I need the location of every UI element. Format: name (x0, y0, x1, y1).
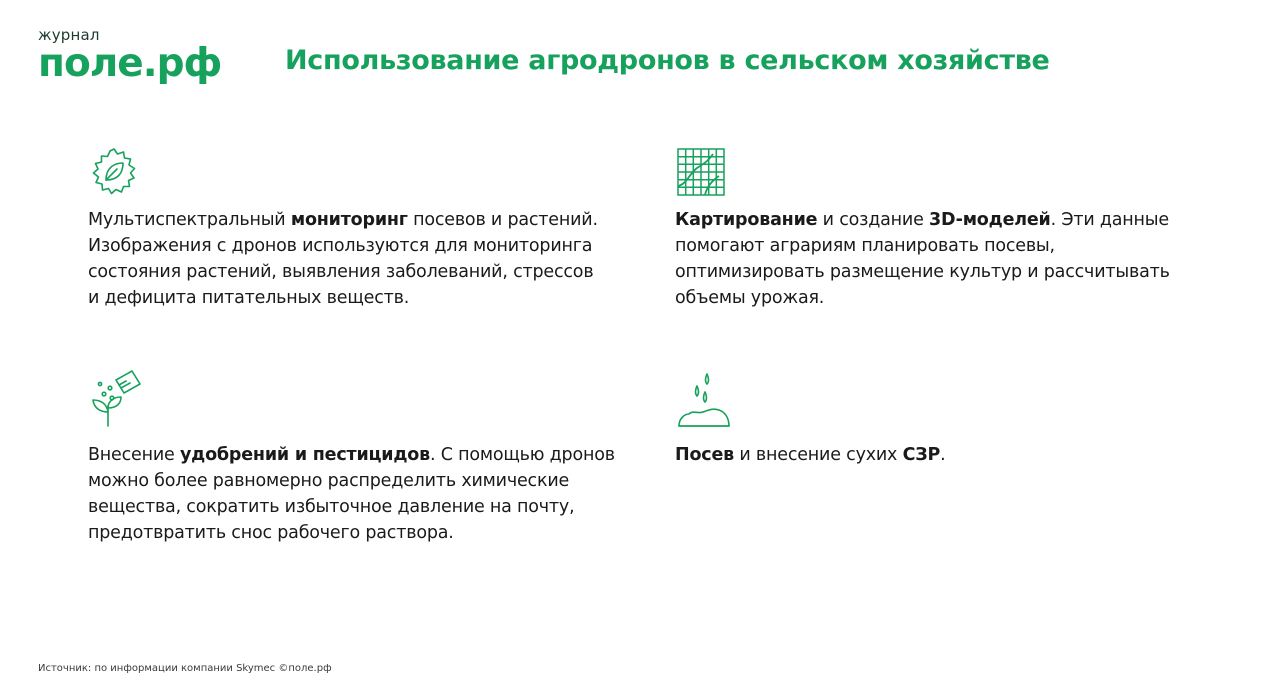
text-segment: посевов и растений. Изображения с дронов используются для мониторинга состояния растений, выявления заболеваний, стрессов и дефицита питательных веществ. (88, 210, 598, 308)
text-highlight: удобрений и пестицидов (179, 445, 430, 465)
card-monitoring (88, 146, 598, 308)
text-segment: . (940, 445, 946, 465)
source-note: Источник: по информации компании Skymec ©поле.рф (38, 663, 332, 674)
card-mapping-text (675, 207, 1195, 311)
text-highlight: мониторинг (290, 210, 408, 230)
card-fertilizer (88, 368, 615, 543)
grid-map-icon (675, 146, 727, 198)
seed-soil-icon (675, 370, 731, 430)
text-segment: и внесение сухих (734, 445, 903, 465)
logo-subtitle: журнал (38, 26, 100, 44)
gear-leaf-icon (88, 146, 140, 198)
card-mapping (675, 146, 1170, 308)
logo-wordmark: поле.рф (38, 41, 222, 86)
card-sowing-text (675, 442, 1195, 468)
text-segment: . С помощью дронов можно более равномерно распределить химические вещества, сократить избыточное давление на почту, предотвратить снос рабочего раствора. (88, 445, 615, 543)
text-segment: . Эти данные помогают аграриям планировать посевы, оптимизировать размещение культур и рассчитывать объемы урожая. (675, 210, 1170, 308)
journal-logo[interactable] (38, 28, 221, 85)
text-highlight: СЗР (902, 445, 941, 465)
page-title: Использование агродронов в сельском хозяйстве (285, 45, 1050, 76)
text-highlight: 3D-моделей (929, 210, 1051, 230)
text-highlight: Картирование (675, 210, 818, 230)
fertilizer-sprout-icon (88, 368, 144, 428)
text-segment: и создание (817, 210, 930, 230)
card-sowing (675, 370, 946, 465)
text-segment: Внесение (88, 445, 180, 465)
card-fertilizer-text (88, 442, 628, 546)
text-highlight: Посев (675, 445, 734, 465)
text-segment: Мультиспектральный (88, 210, 291, 230)
card-monitoring-text (88, 207, 608, 311)
